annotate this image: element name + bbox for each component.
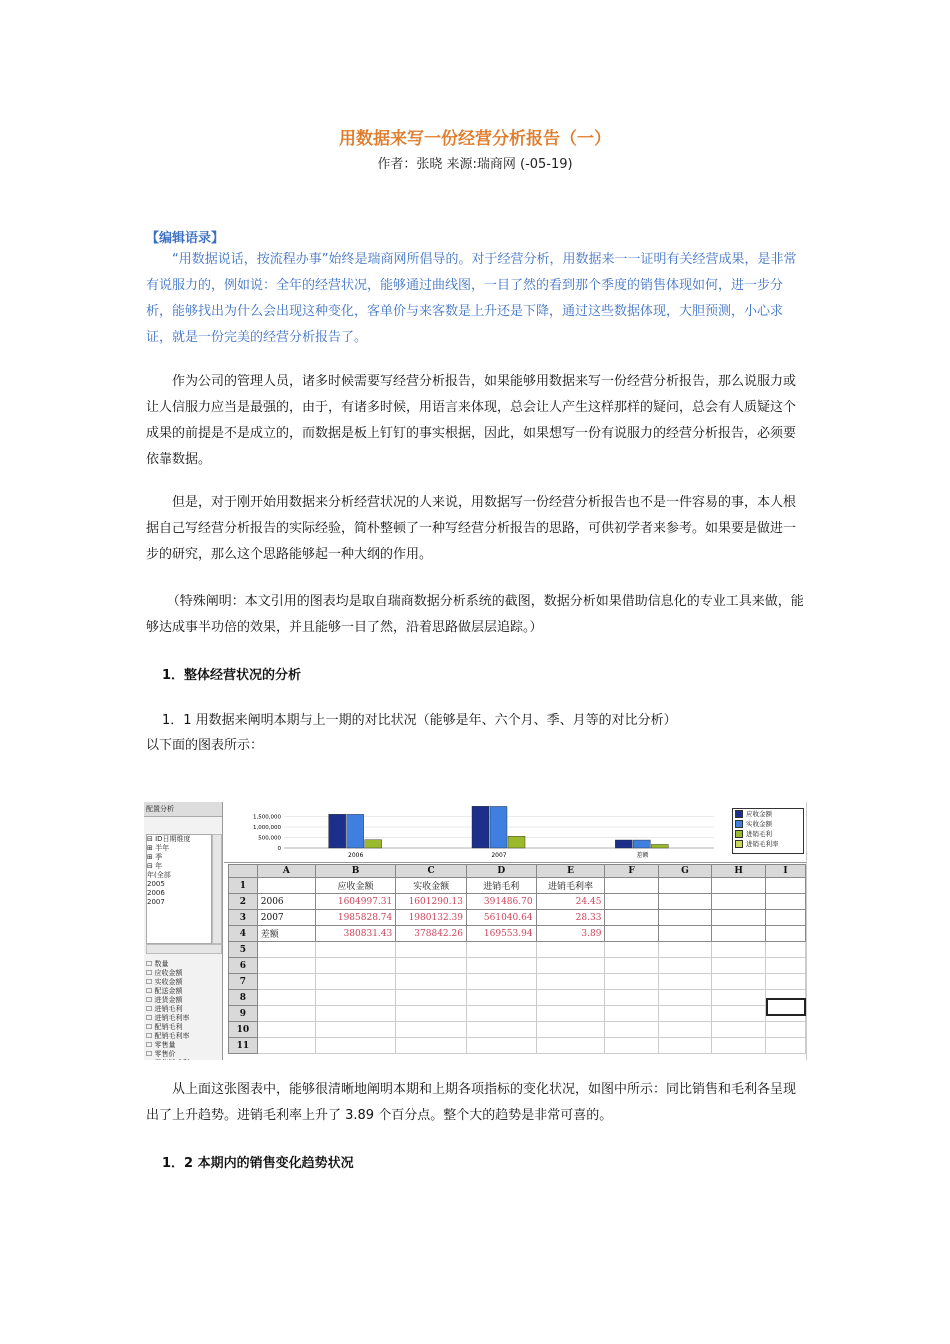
table-cell[interactable] <box>712 894 766 910</box>
legend-entry <box>733 829 803 839</box>
x-tick-label: 2006 <box>348 852 364 859</box>
table-cell[interactable]: 1601290.13 <box>396 894 467 910</box>
table-row <box>229 1022 806 1038</box>
field-item[interactable]: ☐ 零售量 <box>146 1041 176 1049</box>
table-cell[interactable] <box>712 878 766 894</box>
table-cell[interactable] <box>315 1022 395 1038</box>
data-spreadsheet <box>228 864 806 1054</box>
field-item[interactable] <box>146 1059 220 1060</box>
table-cell[interactable] <box>466 990 536 1006</box>
editor-note-tag: 【编辑语录】 <box>146 231 225 246</box>
table-cell[interactable] <box>605 878 658 894</box>
table-cell[interactable] <box>765 878 805 894</box>
table-cell[interactable] <box>466 974 536 990</box>
table-cell[interactable] <box>658 1022 712 1038</box>
row-number: 8 <box>229 990 258 1006</box>
table-cell[interactable] <box>658 878 712 894</box>
table-cell[interactable]: 3.89 <box>536 926 605 942</box>
table-cell[interactable] <box>605 942 658 958</box>
table-cell[interactable] <box>765 1022 805 1038</box>
table-cell[interactable] <box>315 942 395 958</box>
paragraph-intro: 作为公司的管理人员，诸多时候需要写经营分析报告，如果能够用数据来写一份经营分析报告，那么说服力或让人信服力应当是最强的，由于，有诸多时候，用语言来体现，总会让人产生这样那样的疑问，总会有人质疑这个成果的前提是不是成立的，而数据是板上钉钉的事实根据，因此，如果想写一份有说服力的经营分析报告，必须要依靠数据。 <box>146 374 797 467</box>
table-cell[interactable] <box>712 1022 766 1038</box>
bar <box>651 844 668 848</box>
table-cell[interactable] <box>536 1006 605 1022</box>
legend-label: 进销毛利 <box>746 830 772 838</box>
legend-label: 应收金额 <box>746 810 772 818</box>
row-number: 11 <box>229 1038 258 1054</box>
row-number: 10 <box>229 1022 258 1038</box>
table-cell[interactable] <box>257 1022 315 1038</box>
article-byline: 作者：张晓 来源:瑞商网 (-05-19) <box>377 157 573 172</box>
legend-swatch <box>735 840 743 848</box>
table-cell[interactable] <box>257 1006 315 1022</box>
table-cell[interactable] <box>536 990 605 1006</box>
y-tick-label: 1,000,000 <box>253 825 281 831</box>
table-cell[interactable] <box>765 1038 805 1054</box>
column-letter: A <box>257 865 315 878</box>
table-cell[interactable] <box>536 1022 605 1038</box>
chart-legend <box>732 808 804 854</box>
table-cell[interactable] <box>765 910 805 926</box>
field-item[interactable]: ☐ 进销毛利 <box>146 1005 183 1013</box>
table-cell[interactable] <box>466 1038 536 1054</box>
table-cell[interactable] <box>605 910 658 926</box>
table-cell[interactable] <box>605 1022 658 1038</box>
legend-swatch <box>735 810 743 818</box>
bar <box>365 840 382 848</box>
y-tick-label: 1,500,000 <box>253 814 281 821</box>
measure-field-list[interactable] <box>146 960 220 1060</box>
table-cell[interactable] <box>658 926 712 942</box>
table-cell[interactable] <box>315 1038 395 1054</box>
field-item[interactable]: ☐ 进销毛利率 <box>146 1014 190 1022</box>
table-cell[interactable] <box>536 974 605 990</box>
table-cell[interactable]: 378842.26 <box>396 926 467 942</box>
table-cell[interactable] <box>658 894 712 910</box>
table-cell[interactable] <box>466 958 536 974</box>
table-cell[interactable] <box>257 942 315 958</box>
table-cell[interactable] <box>257 974 315 990</box>
table-cell[interactable] <box>712 942 766 958</box>
table-row <box>229 958 806 974</box>
table-row <box>229 926 806 942</box>
table-cell[interactable] <box>536 958 605 974</box>
table-cell[interactable]: 169553.94 <box>466 926 536 942</box>
bar <box>508 836 525 848</box>
table-cell[interactable]: 进销毛利 <box>466 878 536 894</box>
table-cell[interactable]: 差额 <box>257 926 315 942</box>
legend-label: 实收金额 <box>746 820 772 828</box>
table-cell[interactable] <box>396 958 467 974</box>
field-item[interactable]: ☐ 进货金额 <box>146 996 183 1004</box>
table-cell[interactable] <box>466 942 536 958</box>
bar <box>472 806 489 848</box>
table-row <box>229 990 806 1006</box>
row-number: 1 <box>229 878 258 894</box>
legend-entry <box>733 839 803 849</box>
table-cell[interactable] <box>712 1006 766 1022</box>
table-cell[interactable] <box>396 942 467 958</box>
table-cell[interactable] <box>605 926 658 942</box>
field-item[interactable]: ☐ 配送金额 <box>146 987 183 995</box>
column-letter: D <box>466 865 536 878</box>
corner-cell <box>229 865 258 878</box>
y-tick-label: 500,000 <box>258 835 281 842</box>
table-cell[interactable]: 1985828.74 <box>315 910 395 926</box>
table-cell[interactable] <box>658 910 712 926</box>
editor-note-text: “用数据说话，按流程办事”始终是瑞商网所倡导的。对于经营分析，用数据来一一证明有关经营成果，是非常有说服力的，例如说：全年的经营状况，能够通过曲线图，一目了然的看到那个季度的销售体现如何，进一步分析，能够找出为什么会出现这种变化，客单价与来客数是上升还是下降，通过这些数据体现，大胆预测，小心求证，就是一份完美的经营分析报告了。 <box>146 252 797 345</box>
table-cell[interactable]: 实收金额 <box>396 878 467 894</box>
table-cell[interactable] <box>396 1022 467 1038</box>
column-letter: C <box>396 865 467 878</box>
table-row <box>229 894 806 910</box>
section-heading-1: 1．整体经营状况的分析 <box>162 668 302 683</box>
table-cell[interactable] <box>396 974 467 990</box>
table-cell[interactable] <box>257 990 315 1006</box>
table-cell[interactable] <box>466 1022 536 1038</box>
table-row <box>229 942 806 958</box>
bar-chart <box>224 802 806 863</box>
column-letter: H <box>712 865 766 878</box>
table-cell[interactable] <box>605 990 658 1006</box>
tree-vertical-scrollbar[interactable] <box>212 834 222 944</box>
table-cell[interactable] <box>605 894 658 910</box>
figure-intro: 以下面的图表所示： <box>146 738 264 753</box>
row-number: 9 <box>229 1006 258 1022</box>
legend-entry <box>733 819 803 829</box>
table-cell[interactable]: 380831.43 <box>315 926 395 942</box>
table-cell[interactable] <box>765 942 805 958</box>
table-cell[interactable] <box>396 990 467 1006</box>
config-panel <box>144 802 223 1060</box>
paragraph-note: （特殊阐明：本文引用的图表均是取自瑞商数据分析系统的截图，数据分析如果借助信息化的专业工具来做，能够达成事半功倍的效果，并且能够一目了然，沿着思路做层层追踪。） <box>146 594 804 635</box>
table-cell[interactable]: 应收金额 <box>315 878 395 894</box>
paragraph-analysis: 从上面这张图表中，能够很清晰地阐明本期和上期各项指标的变化状况，如图中所示：同比销售和毛利各呈现出了上升趋势。进销毛利率上升了 3.89 个百分点。整个大的趋势是非常可喜的。 <box>146 1082 797 1123</box>
article-title: 用数据来写一份经营分析报告（一） <box>339 129 611 149</box>
bar <box>490 806 507 848</box>
table-cell[interactable] <box>712 974 766 990</box>
table-row <box>229 974 806 990</box>
table-cell[interactable] <box>315 1006 395 1022</box>
field-item[interactable]: ☐ 实收金额 <box>146 978 183 986</box>
table-cell[interactable] <box>712 910 766 926</box>
field-item[interactable]: ☐ 零售价 <box>146 1050 176 1058</box>
tree-item[interactable]: ⊟ ID日期维度 <box>147 835 191 843</box>
table-cell[interactable] <box>765 958 805 974</box>
table-cell[interactable] <box>712 1038 766 1054</box>
field-item[interactable]: ☐ 配销毛利 <box>146 1023 183 1031</box>
x-tick-label: 2007 <box>491 852 507 859</box>
table-row <box>229 910 806 926</box>
column-letter: F <box>605 865 658 878</box>
tree-item[interactable]: 2007 <box>147 898 165 906</box>
x-tick-label: 差额 <box>636 852 649 859</box>
table-cell[interactable] <box>605 1038 658 1054</box>
tree-horizontal-scrollbar[interactable] <box>146 944 222 954</box>
table-cell[interactable] <box>315 974 395 990</box>
table-cell[interactable]: 391486.70 <box>466 894 536 910</box>
legend-swatch <box>735 830 743 838</box>
table-cell[interactable] <box>605 974 658 990</box>
config-panel-title: 配置分析 <box>144 802 222 817</box>
table-cell[interactable] <box>658 1038 712 1054</box>
table-cell[interactable] <box>536 942 605 958</box>
table-cell[interactable]: 进销毛利率 <box>536 878 605 894</box>
legend-entry <box>733 809 803 819</box>
paragraph-approach: 但是，对于刚开始用数据来分析经营状况的人来说，用数据写一份经营分析报告也不是一件容易的事，本人根据自己写经营分析报告的实际经验，简朴整顿了一种写经营分析报告的思路，可供初学者来参考。如果要是做进一步的研究，那么这个思路能够起一种大纲的作用。 <box>146 495 797 562</box>
row-number: 5 <box>229 942 258 958</box>
table-cell[interactable] <box>536 1038 605 1054</box>
table-cell[interactable] <box>658 958 712 974</box>
cell-selection-box[interactable] <box>766 998 806 1016</box>
bar <box>329 814 346 848</box>
legend-swatch <box>735 820 743 828</box>
table-cell[interactable] <box>315 990 395 1006</box>
table-cell[interactable] <box>765 894 805 910</box>
table-cell[interactable] <box>605 958 658 974</box>
table-cell[interactable]: 1980132.39 <box>396 910 467 926</box>
table-cell[interactable]: 2006 <box>257 894 315 910</box>
table-cell[interactable] <box>658 1006 712 1022</box>
row-number: 7 <box>229 974 258 990</box>
bar <box>347 814 364 848</box>
table-cell[interactable]: 28.33 <box>536 910 605 926</box>
bar <box>615 840 632 848</box>
table-cell[interactable] <box>466 1006 536 1022</box>
bar-chart-svg <box>224 802 724 862</box>
table-row <box>229 1006 806 1022</box>
row-number: 3 <box>229 910 258 926</box>
table-cell[interactable]: 24.45 <box>536 894 605 910</box>
y-tick-label: 0 <box>277 846 281 852</box>
tree-item[interactable]: 2005 <box>147 880 165 888</box>
column-letter: G <box>658 865 712 878</box>
field-item[interactable]: ☐ 配销毛利率 <box>146 1032 190 1040</box>
table-cell[interactable]: 1604997.31 <box>315 894 395 910</box>
row-number: 6 <box>229 958 258 974</box>
table-cell[interactable] <box>605 1006 658 1022</box>
field-item[interactable]: ☐ 应收金额 <box>146 969 183 977</box>
tree-item[interactable]: ⊞ 季 <box>147 853 163 861</box>
table-cell[interactable] <box>396 1006 467 1022</box>
table-cell[interactable] <box>315 958 395 974</box>
subsection-heading-1-1: 1．1 用数据来阐明本期与上一期的对比状况（能够是年、六个月、季、月等的对比分析） <box>162 713 677 728</box>
row-number: 2 <box>229 894 258 910</box>
row-number: 4 <box>229 926 258 942</box>
table-cell[interactable] <box>765 974 805 990</box>
table-cell[interactable] <box>712 926 766 942</box>
dimension-tree[interactable] <box>146 834 212 944</box>
field-item[interactable]: ☐ 数量 <box>146 960 169 968</box>
column-letter: I <box>765 865 805 878</box>
table-cell[interactable] <box>257 878 315 894</box>
tree-item[interactable]: ⊟ 年 <box>147 862 163 870</box>
table-cell[interactable] <box>257 958 315 974</box>
table-cell[interactable] <box>658 990 712 1006</box>
analysis-screenshot <box>144 802 807 1060</box>
table-cell[interactable] <box>712 990 766 1006</box>
table-cell[interactable] <box>658 942 712 958</box>
table-cell[interactable]: 561040.64 <box>466 910 536 926</box>
column-letter: E <box>536 865 605 878</box>
table-row <box>229 1038 806 1054</box>
table-cell[interactable] <box>257 1038 315 1054</box>
table-cell[interactable] <box>658 974 712 990</box>
table-row <box>229 878 806 894</box>
table-cell[interactable] <box>765 926 805 942</box>
legend-label: 进销毛利率 <box>746 840 779 848</box>
tree-item[interactable]: ⊞ 半年 <box>147 844 170 852</box>
table-cell[interactable]: 2007 <box>257 910 315 926</box>
tree-item[interactable]: 2006 <box>147 889 165 897</box>
column-header-row <box>229 865 806 878</box>
column-letter: B <box>315 865 395 878</box>
subsection-heading-1-2: 1．2 本期内的销售变化趋势状况 <box>162 1156 354 1171</box>
bar <box>633 840 650 848</box>
table-cell[interactable] <box>396 1038 467 1054</box>
tree-item[interactable]: 年(全部 <box>147 871 171 879</box>
table-cell[interactable] <box>712 958 766 974</box>
